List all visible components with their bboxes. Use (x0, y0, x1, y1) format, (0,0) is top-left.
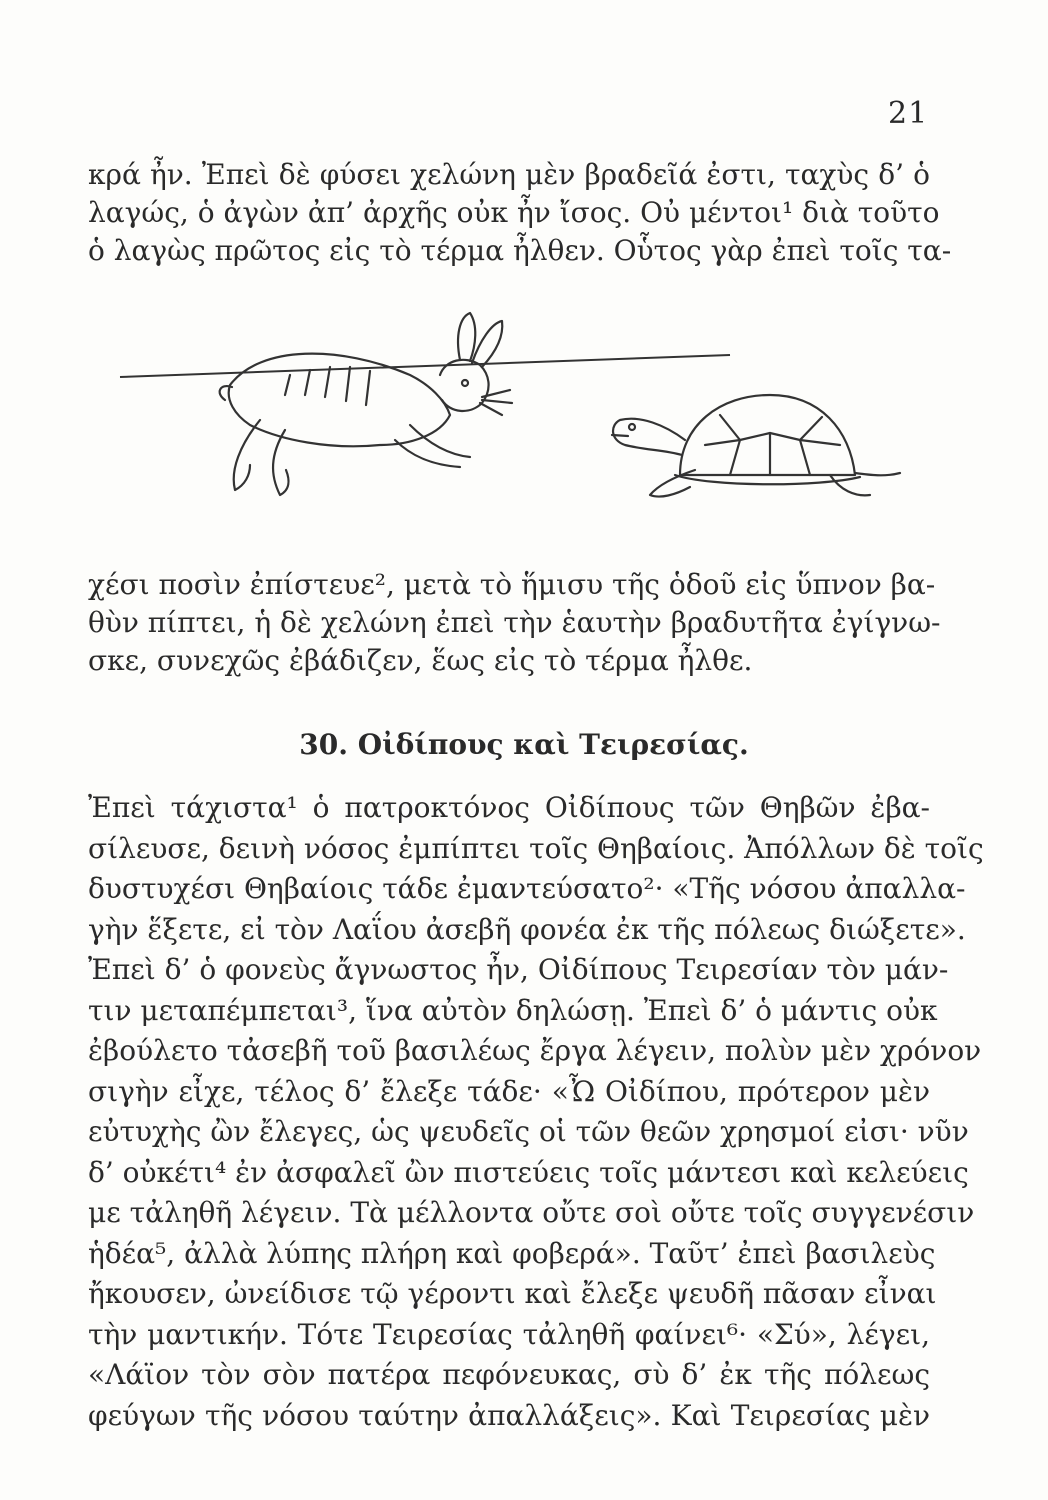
text-line: χέσι ποσὶν ἐπίστευε², μετὰ τὸ ἥμισυ τῆς ὁδοῦ εἰς ὕπνον βα- (88, 568, 936, 601)
hare-and-tortoise-illustration (110, 305, 910, 545)
ground-line (120, 355, 730, 377)
text-line: εὐτυχὴς ὢν ἔλεγες, ὡς ψευδεῖς οἱ τῶν θεῶν χρησμοί εἰσι· νῦν (88, 1115, 969, 1148)
text-line: τὴν μαντικήν. Τότε Τειρεσίας τἀληθῆ φαίνει⁶· «Σύ», λέγει, (88, 1317, 930, 1351)
text-line: κρά ἦν. Ἐπεὶ δὲ φύσει χελώνη μὲν βραδεῖά ἐστι, ταχὺς δ’ ὁ (88, 158, 930, 191)
text-line: Ἐπεὶ τάχιστα¹ ὁ πατροκτόνος Οἰδίπους τῶν Θηβῶν ἐβα- (88, 791, 930, 824)
text-line: Ἐπεὶ δ’ ὁ φονεὺς ἄγνωστος ἦν, Οἰδίπους Τειρεσίαν τὸν μάν- (88, 953, 949, 986)
text-line: ἤκουσεν, ὠνείδισε τῷ γέροντι καὶ ἔλεξε ψευδῆ πᾶσαν εἶναι (88, 1277, 937, 1310)
text-line: φεύγων τῆς νόσου ταύτην ἀπαλλάξεις». Καὶ Τειρεσίας μὲν (88, 1398, 930, 1432)
paragraph-bottom (88, 788, 984, 1436)
section-title: 30. Οἰδίπους καὶ Τειρεσίας. (299, 728, 749, 761)
text-line: θὺν πίπτει, ἡ δὲ χελώνη ἐπεὶ τὴν ἑαυτὴν βραδυτῆτα ἐγίγνω- (88, 606, 941, 639)
paragraph-top (88, 156, 952, 270)
text-line: σίλευσε, δεινὴ νόσος ἐμπίπτει τοῖς Θηβαίοις. Ἀπόλλων δὲ τοῖς (88, 831, 984, 865)
text-line: σκε, συνεχῶς ἐβάδιζεν, ἕως εἰς τὸ τέρμα ἦλθε. (88, 644, 753, 677)
text-line: δυστυχέσι Θηβαίοις τάδε ἐμαντεύσατο²· «Τῆς νόσου ἀπαλλα- (88, 872, 966, 905)
text-line: ὁ λαγὼς πρῶτος εἰς τὸ τέρμα ἦλθεν. Οὗτος γὰρ ἐπεὶ τοῖς τα- (88, 234, 952, 267)
hare-icon (220, 313, 512, 495)
text-line: με τἀληθῆ λέγειν. Τὰ μέλλοντα οὔτε σοὶ οὔτε τοῖς συγγενέσιν (88, 1196, 975, 1229)
text-line: τιν μεταπέμπεται³, ἵνα αὐτὸν δηλώσῃ. Ἐπεὶ δ’ ὁ μάντις οὐκ (88, 993, 938, 1027)
text-line: λαγώς, ὁ ἀγὼν ἀπ’ ἀρχῆς οὐκ ἦν ἴσος. Οὐ μέντοι¹ διὰ τοῦτο (88, 196, 940, 229)
text-line: σιγὴν εἶχε, τέλος δ’ ἔλεξε τάδε· «Ὦ Οἰδίπου, πρότερον μὲν (88, 1074, 930, 1108)
text-line: γὴν ἕξετε, εἰ τὸν Λαΐου ἀσεβῆ φονέα ἐκ τῆς πόλεως διώξετε». (88, 912, 966, 946)
tortoise-icon (612, 395, 900, 497)
text-line: ἡδέα⁵, ἀλλὰ λύπης πλήρη καὶ φοβερά». Ταῦτ’ ἐπεὶ βασιλεὺς (88, 1236, 936, 1270)
text-line: ἐβούλετο τἀσεβῆ τοῦ βασιλέως ἔργα λέγειν, πολὺν μὲν χρόνον (88, 1034, 982, 1067)
page-number: 21 (888, 96, 929, 131)
text-line: «Λάϊον τὸν σὸν πατέρα πεφόνευκας, σὺ δ’ ἐκ τῆς πόλεως (88, 1358, 930, 1391)
text-line: δ’ οὐκέτι⁴ ἐν ἀσφαλεῖ ὢν πιστεύεις τοῖς μάντεσι καὶ κελεύεις (88, 1155, 969, 1189)
paragraph-middle (88, 566, 941, 680)
